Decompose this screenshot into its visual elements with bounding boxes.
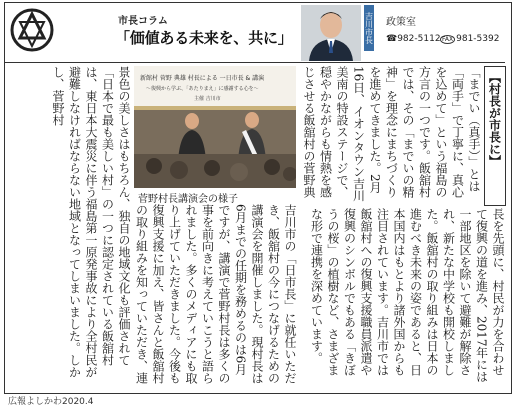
article-column-1 — [300, 66, 482, 206]
section-heading: 【村長が市長に】 — [484, 66, 506, 206]
article-text-1: 「までい（真手）」とは「両手」で丁寧に、真心を込めて」という福島の方言の一つです。飯舘村では、その「までいの精神」を理念にまちづくりを進めてきました。2月16日、イオンタウン吉川美南の特設ステージで、穏やかながらも情熱を感じさせる飯舘村の菅野典 — [302, 66, 481, 202]
photo-banner-sub: ～復興から学ぶ、「あたりまえ」に感謝する心を～ — [146, 86, 259, 92]
photo-banner-speaker: 主催 吉川市 — [194, 96, 221, 102]
fax-number — [440, 34, 499, 44]
article-column-3 — [300, 208, 506, 386]
phone-number: ☎982-5112 — [386, 34, 441, 44]
article-text-2: 景色の美しさはもちろん、独自の地域文化も評価されて「日本で最も美しい村」の一つに認定されている飯舘村は、東日本大震災に伴う福島第一原発事故により全村民が避難しなければならない地域となってしまいました。しかし、菅野村 — [51, 66, 131, 378]
issue-footer: 広報よしかわ2020.4 — [8, 397, 94, 407]
column-kicker: 市長コラム — [118, 16, 168, 27]
photo-caption: 菅野村長講演会の様子 — [138, 194, 238, 205]
article-text-3: 長を先頭に、村民が力を合わせて復興の道を進み、2017年には一部地区を除いて避難が解除され、新たな中学校も開校しました。飯舘村の取り組みは日本の進むべき未来の姿であると、日本国内はもとより諸外国からも注目されています。吉川市では飯舘村への復興支援職員派遣や復興のシンボルでもある「きぼうの桜」の植樹など、さまざまな形で連携を深めています。 — [309, 208, 505, 383]
fax-value: 981-5392 — [456, 34, 500, 44]
city-emblem-icon — [10, 8, 54, 52]
mayor-portrait — [301, 5, 361, 61]
photo-banner-text: 新館村 菅野 典雄 村長による 一日市長 & 講演 — [140, 75, 265, 82]
article-text-4: 吉川市の「日市長」に就任いただき、飯舘村の今につなげるための講演会を開催しました。現村長は6月までの任期を務めるのは6月ですが、講演で菅野村長は多くの事を前向きに考えていこうと語られました。多くのメディアにも取り上げていただきました。今後も復興支援に加え、皆さんと飯舘村の取り組みを知っていただき、連 — [134, 204, 297, 384]
header-divider — [5, 62, 505, 63]
mayor-name-tab: 吉川市長 — [364, 5, 374, 51]
department-label: 政策室 — [386, 17, 416, 28]
article-column-2 — [8, 66, 132, 384]
fax-icon: FAX — [442, 36, 454, 43]
event-photo — [134, 66, 296, 188]
column-title: 「価値ある未来を、共に」 — [115, 29, 293, 47]
article-column-4 — [134, 204, 298, 386]
